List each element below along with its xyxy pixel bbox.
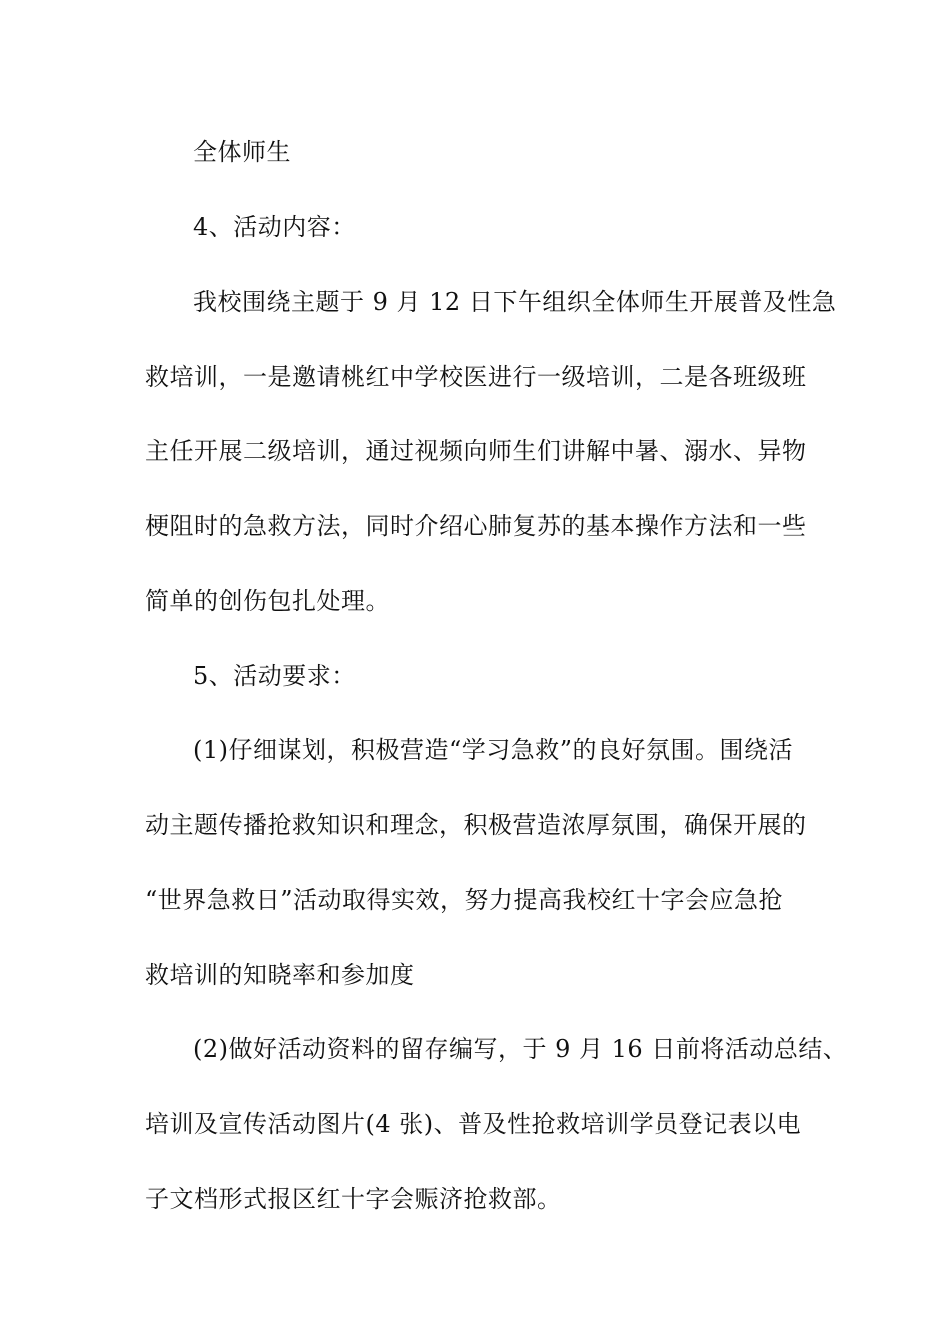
requirement-1-line-4: 救培训的知晓率和参加度 [145,961,415,989]
paragraph-audience: 全体师生 [193,138,291,166]
requirement-1-line-1: (1)仔细谋划，积极营造“学习急救”的良好氛围。围绕活 [193,736,794,764]
requirement-1-line-3: “世界急救日”活动取得实效，努力提高我校红十字会应急抢 [145,886,784,914]
requirement-1-line-2: 动主题传播抢救知识和理念，积极营造浓厚氛围，确保开展的 [145,811,807,839]
paragraph-content-line-1: 我校围绕主题于 9 月 12 日下午组织全体师生开展普及性急 [193,288,837,316]
heading-activity-requirements: 5、活动要求： [193,662,356,690]
requirement-2-line-2: 培训及宣传活动图片(4 张)、普及性抢救培训学员登记表以电 [145,1110,802,1138]
paragraph-content-line-5: 简单的创伤包扎处理。 [145,587,390,615]
requirement-2-line-1: (2)做好活动资料的留存编写，于 9 月 16 日前将活动总结、 [193,1035,848,1063]
paragraph-content-line-3: 主任开展二级培训，通过视频向师生们讲解中暑、溺水、异物 [145,437,807,465]
heading-activity-content: 4、活动内容： [193,213,356,241]
paragraph-content-line-4: 梗阻时的急救方法，同时介绍心肺复苏的基本操作方法和一些 [145,512,807,540]
paragraph-content-line-2: 救培训，一是邀请桃红中学校医进行一级培训，二是各班级班 [145,363,807,391]
requirement-2-line-3: 子文档形式报区红十字会赈济抢救部。 [145,1185,562,1213]
